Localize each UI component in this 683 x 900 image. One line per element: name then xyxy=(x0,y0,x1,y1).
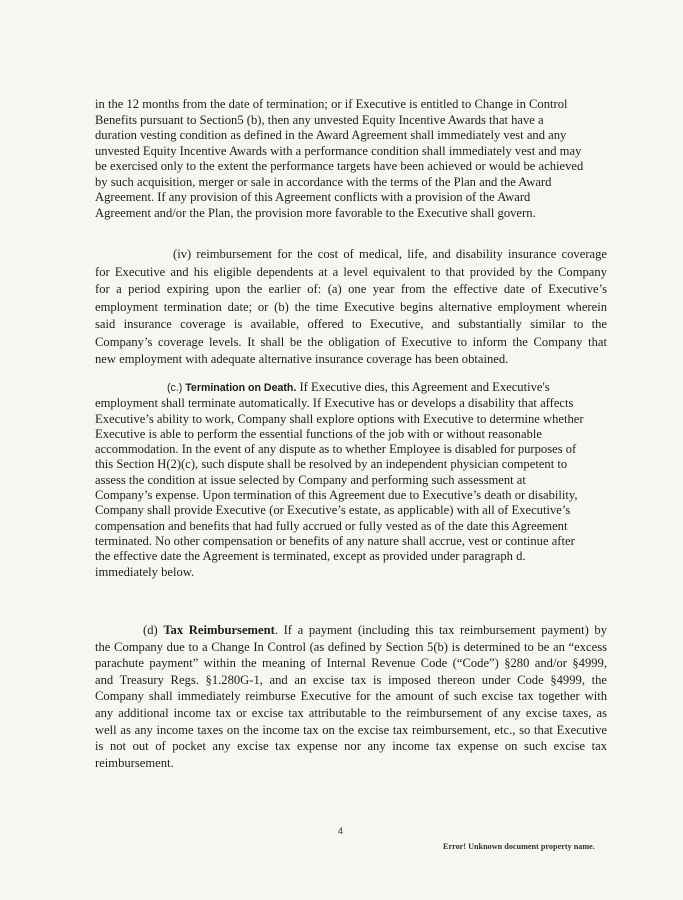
section-label: (c.) xyxy=(167,382,186,394)
text-line: employment termination date; or (b) the time Executive begins alternative employment wherein xyxy=(95,299,607,314)
text-line: said insurance coverage is available, offered to Executive, and substantially similar to the xyxy=(95,317,607,331)
text-line: for a period expiring upon the earlier of: (a) one year from the effective date of Executive’s xyxy=(95,282,607,296)
text-line: duration vesting condition as defined in the Award Agreement shall immediately vest and any xyxy=(95,128,567,142)
text-line: employment shall terminate automatically. If Executive has or develops a disability that affects xyxy=(95,396,574,411)
text-line: well as any income taxes on the income tax on the excise tax reimbursement, etc., so that Executive xyxy=(95,722,607,737)
text-line: Company shall immediately reimburse Executive for the amount of such excise tax together with xyxy=(95,689,607,704)
section-heading: Tax Reimbursement xyxy=(163,623,275,637)
text-line: Executive’s ability to work, Company shall explore options with Executive to determine whether xyxy=(95,411,584,426)
paragraph-d-tax-reimbursement xyxy=(95,622,607,771)
text-line xyxy=(95,622,607,639)
heading-line-text: . If a payment (including this tax reimbursement payment) by xyxy=(274,623,607,637)
text-line: in the 12 months from the date of termination; or if Executive is entitled to Change in Control xyxy=(95,97,568,111)
text-line: the Company due to a Change In Control (as defined by Section 5(b) is determined to be an “excess xyxy=(95,639,607,654)
text-line: be exercised only to the extent the performance targets have been achieved or would be achieved xyxy=(95,159,584,173)
heading-line-text: If Executive dies, this Agreement and Executive's xyxy=(296,380,550,394)
paragraph-iv-insurance-reimbursement xyxy=(95,246,607,369)
text-line: Company’s coverage levels. It shall be the obligation of Executive to inform the Company that xyxy=(95,334,607,349)
section-heading xyxy=(185,382,296,394)
section-label: (d) xyxy=(143,623,164,637)
text-line: unvested Equity Incentive Awards with a performance condition shall immediately vest and may xyxy=(95,143,582,158)
text-line: the effective date the Agreement is terminated, except as provided under paragraph d. xyxy=(95,549,526,564)
text-line: Benefits pursuant to Section5 (b), then any unvested Equity Incentive Awards that have a xyxy=(95,112,544,127)
text-line: assess the condition at issue selected by Company and performing such assessment at xyxy=(95,472,526,487)
text-line: this Section H(2)(c), such dispute shall be resolved by an independent physician competent to xyxy=(95,457,568,472)
paragraph-c-termination-on-death xyxy=(95,380,615,580)
text-line: Company’s expense. Upon termination of this Agreement due to Executive’s death or disability, xyxy=(95,488,578,503)
text-line: Agreement. If any provision of this Agreement conflicts with a provision of the Award xyxy=(95,190,531,204)
text-line: compensation and benefits that had fully accrued or fully vested as of the date this Agreement xyxy=(95,518,568,533)
text-line xyxy=(95,380,615,396)
text-line: (iv) reimbursement for the cost of medical, life, and disability insurance coverage xyxy=(173,247,607,261)
text-line: any additional income tax or excise tax attributable to the reimbursement of any excise taxes, as xyxy=(95,705,607,720)
text-line: for Executive and his eligible dependents at a level equivalent to that provided by the Company xyxy=(95,264,607,279)
paragraph-benefits-continuation xyxy=(95,97,615,221)
text-line: Executive is able to perform the essential functions of the job with or without reasonable xyxy=(95,426,542,441)
text-line: and Treasury Regs. §1.280G-1, and an excise tax is imposed thereon under Code §4999, the xyxy=(95,672,607,687)
section-heading-text: Termination on Death. xyxy=(185,382,297,394)
page-number: 4 xyxy=(338,826,344,836)
text-line: terminated. No other compensation or benefits of any nature shall accrue, vest or continue after xyxy=(95,533,575,548)
text-line: accommodation. In the event of any dispute as to whether Employee is disabled for purposes of xyxy=(95,442,577,457)
text-line: by such acquisition, merger or sale in accordance with the terms of the Plan and the Award xyxy=(95,174,552,189)
text-line: Company shall provide Executive (or Executive’s estate, as applicable) with all of Executive’s xyxy=(95,503,571,518)
text-line: new employment with adequate alternative insurance coverage has been obtained. xyxy=(95,352,509,366)
text-line: immediately below. xyxy=(95,564,195,579)
text-line: Agreement and/or the Plan, the provision more favorable to the Executive shall govern. xyxy=(95,205,536,220)
text-line: is not out of pocket any excise tax expense nor any income tax expense on such excise tax xyxy=(95,739,607,754)
footer-document-property-error: Error! Unknown document property name. xyxy=(443,842,595,851)
text-line: parachute payment” within the meaning of Internal Revenue Code (“Code”) §280 and/or §4999, xyxy=(95,656,607,671)
text-line: reimbursement. xyxy=(95,755,174,770)
